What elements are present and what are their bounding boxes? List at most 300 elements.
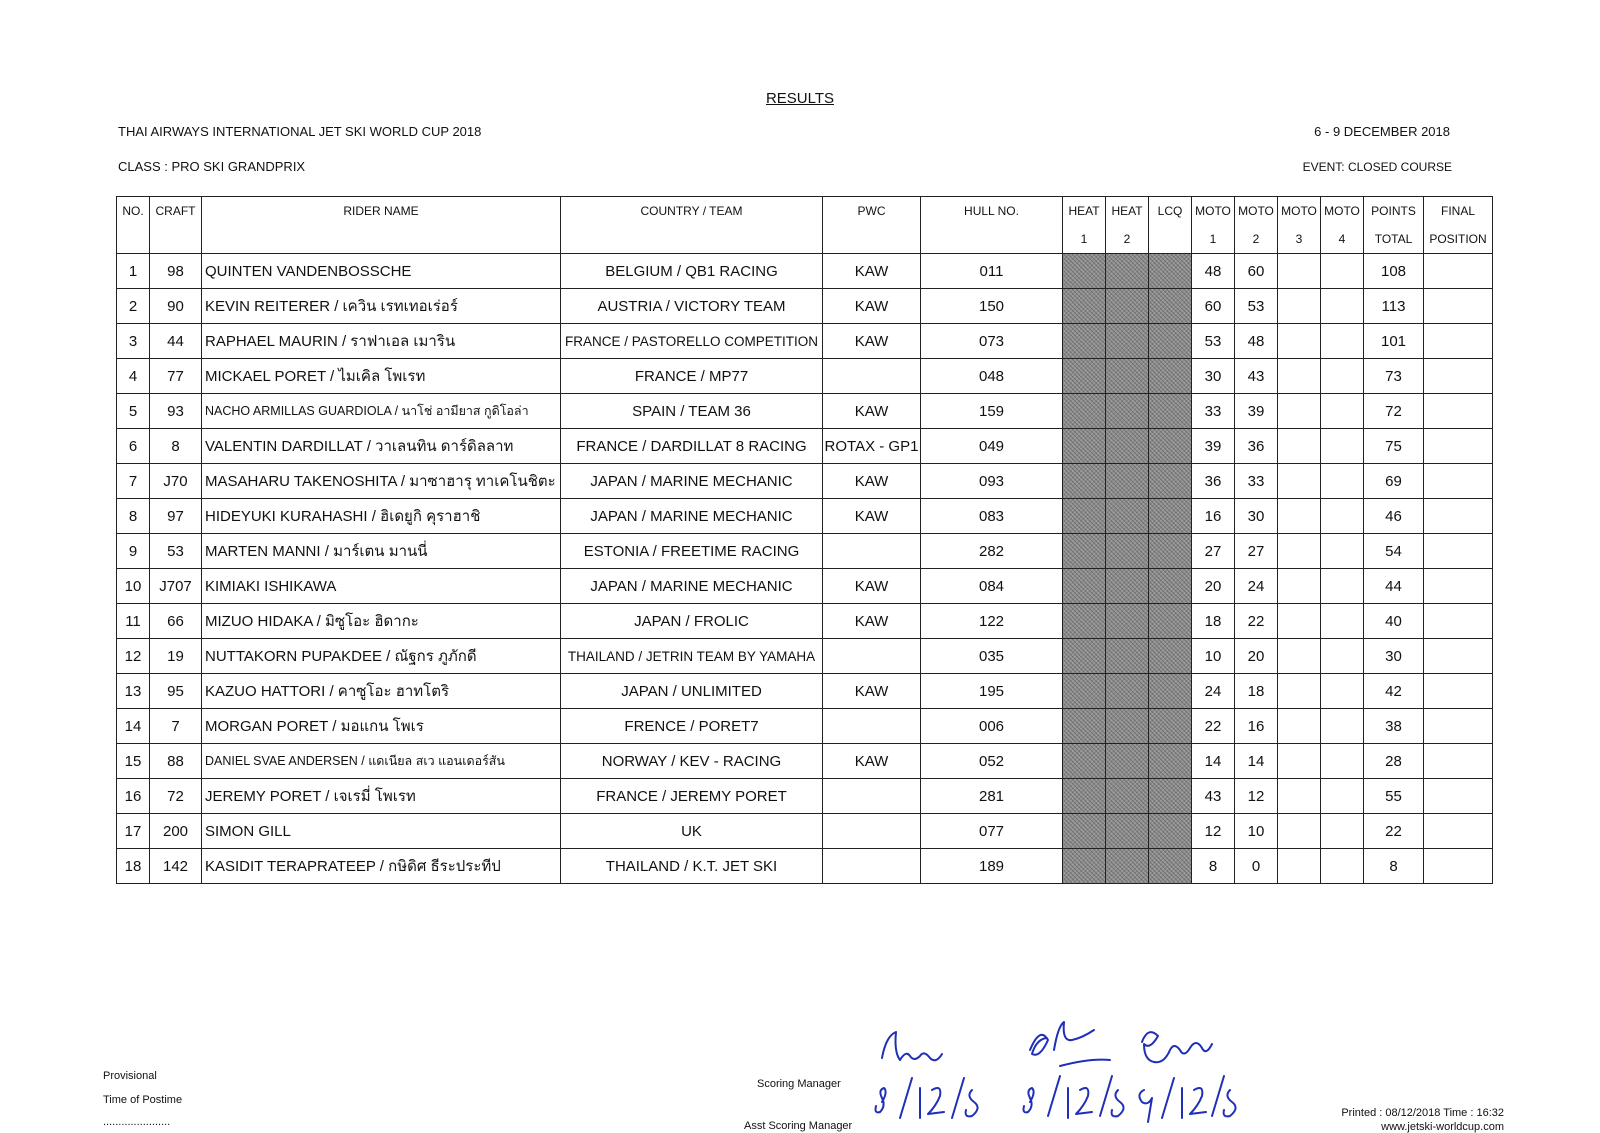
cell-points-total: 113 [1364, 289, 1424, 324]
cell-pwc: KAW [823, 499, 921, 534]
cell-heat-1 [1063, 674, 1106, 709]
cell-hull-no: 282 [921, 534, 1063, 569]
scoring-manager-label: Scoring Manager [757, 1078, 841, 1090]
cell-moto-2: 43 [1235, 359, 1278, 394]
signature-3-date [1139, 1076, 1235, 1122]
cell-pwc: KAW [823, 254, 921, 289]
cell-pwc [823, 639, 921, 674]
cell-heat-2 [1106, 359, 1149, 394]
cell-moto-3 [1278, 779, 1321, 814]
cell-hull-no: 035 [921, 639, 1063, 674]
cell-moto-4 [1321, 289, 1364, 324]
table-row [117, 429, 1493, 464]
cell-moto-3 [1278, 849, 1321, 884]
cell-pwc: KAW [823, 744, 921, 779]
cell-moto-3 [1278, 254, 1321, 289]
cell-moto-4 [1321, 254, 1364, 289]
website-url: www.jetski-worldcup.com [1381, 1121, 1504, 1133]
cell-final-position [1424, 289, 1493, 324]
cell-moto-2: 14 [1235, 744, 1278, 779]
cell-points-total: 75 [1364, 429, 1424, 464]
table-row [117, 534, 1493, 569]
cell-moto-1: 18 [1192, 604, 1235, 639]
cell-final-position [1424, 639, 1493, 674]
cell-rider-name: HIDEYUKI KURAHASHI / ฮิเดยูกิ คุราฮาชิ [202, 499, 561, 534]
cell-country-team: THAILAND / K.T. JET SKI [561, 849, 823, 884]
cell-country-team: JAPAN / MARINE MECHANIC [561, 499, 823, 534]
cell-final-position [1424, 499, 1493, 534]
cell-moto-1: 36 [1192, 464, 1235, 499]
cell-points-total: 38 [1364, 709, 1424, 744]
cell-points-total: 40 [1364, 604, 1424, 639]
cell-hull-no: 049 [921, 429, 1063, 464]
cell-moto-3 [1278, 324, 1321, 359]
cell-moto-1: 16 [1192, 499, 1235, 534]
cell-country-team: SPAIN / TEAM 36 [561, 394, 823, 429]
cell-heat-1 [1063, 289, 1106, 324]
postime-blank-line: ...................... [103, 1116, 171, 1128]
cell-moto-4 [1321, 604, 1364, 639]
col-moto-2: MOTO 2 [1235, 197, 1278, 254]
cell-heat-1 [1063, 779, 1106, 814]
provisional-label: Provisional [103, 1070, 157, 1082]
cell-moto-3 [1278, 464, 1321, 499]
cell-rider-name: KASIDIT TERAPRATEEP / กษิดิศ ธีระประทีป [202, 849, 561, 884]
cell-moto-4 [1321, 464, 1364, 499]
cell-craft: 66 [150, 604, 202, 639]
cell-final-position [1424, 849, 1493, 884]
cell-final-position [1424, 534, 1493, 569]
cell-moto-1: 33 [1192, 394, 1235, 429]
table-row [117, 394, 1493, 429]
cell-rider-name: MICKAEL PORET / ไมเคิล โพเรท [202, 359, 561, 394]
cell-heat-2 [1106, 429, 1149, 464]
cell-heat-1 [1063, 254, 1106, 289]
cell-no: 18 [117, 849, 150, 884]
cell-rider-name: MIZUO HIDAKA / มิซูโอะ ฮิดากะ [202, 604, 561, 639]
cell-moto-1: 20 [1192, 569, 1235, 604]
cell-moto-1: 53 [1192, 324, 1235, 359]
cell-moto-1: 27 [1192, 534, 1235, 569]
cell-no: 6 [117, 429, 150, 464]
table-row [117, 849, 1493, 884]
cell-heat-1 [1063, 499, 1106, 534]
cell-rider-name: MARTEN MANNI / มาร์เตน มานนี่ [202, 534, 561, 569]
cell-moto-3 [1278, 604, 1321, 639]
cell-lcq [1149, 324, 1192, 359]
cell-pwc: KAW [823, 674, 921, 709]
header-row [117, 197, 1493, 254]
col-moto-4: MOTO 4 [1321, 197, 1364, 254]
signature-1 [882, 1032, 942, 1060]
signature-2-date [1024, 1076, 1124, 1118]
cell-moto-3 [1278, 289, 1321, 324]
cell-moto-1: 22 [1192, 709, 1235, 744]
table-row [117, 709, 1493, 744]
cell-pwc: KAW [823, 604, 921, 639]
cell-country-team: ESTONIA / FREETIME RACING [561, 534, 823, 569]
cell-final-position [1424, 394, 1493, 429]
cell-heat-1 [1063, 429, 1106, 464]
cell-rider-name: KEVIN REITERER / เควิน เรทเทอเร่อร์ [202, 289, 561, 324]
cell-country-team: FRANCE / MP77 [561, 359, 823, 394]
cell-moto-4 [1321, 359, 1364, 394]
cell-country-team: AUSTRIA / VICTORY TEAM [561, 289, 823, 324]
cell-no: 10 [117, 569, 150, 604]
signatures-image [860, 1010, 1250, 1130]
cell-moto-3 [1278, 709, 1321, 744]
table-row [117, 464, 1493, 499]
cell-points-total: 54 [1364, 534, 1424, 569]
cell-points-total: 108 [1364, 254, 1424, 289]
cell-country-team: NORWAY / KEV - RACING [561, 744, 823, 779]
cell-pwc [823, 359, 921, 394]
cell-moto-2: 36 [1235, 429, 1278, 464]
cell-hull-no: 011 [921, 254, 1063, 289]
cell-rider-name: NUTTAKORN PUPAKDEE / ณัฐกร ภูภักดี [202, 639, 561, 674]
asst-scoring-manager-label: Asst Scoring Manager [744, 1120, 853, 1132]
cell-lcq [1149, 814, 1192, 849]
cell-rider-name: NACHO ARMILLAS GUARDIOLA / นาโช่ อามียาส กูดิโอล่า [202, 394, 561, 429]
cell-moto-4 [1321, 499, 1364, 534]
cell-points-total: 44 [1364, 569, 1424, 604]
cell-heat-1 [1063, 394, 1106, 429]
cell-hull-no: 077 [921, 814, 1063, 849]
cell-hull-no: 159 [921, 394, 1063, 429]
cell-moto-3 [1278, 534, 1321, 569]
cell-hull-no: 048 [921, 359, 1063, 394]
cell-lcq [1149, 639, 1192, 674]
cell-final-position [1424, 744, 1493, 779]
cell-final-position [1424, 674, 1493, 709]
cell-lcq [1149, 709, 1192, 744]
cell-final-position [1424, 359, 1493, 394]
cell-craft: 44 [150, 324, 202, 359]
event-type: EVENT: CLOSED COURSE [1302, 160, 1452, 174]
cell-heat-2 [1106, 849, 1149, 884]
cell-hull-no: 150 [921, 289, 1063, 324]
cell-hull-no: 195 [921, 674, 1063, 709]
cell-moto-2: 33 [1235, 464, 1278, 499]
cell-heat-2 [1106, 289, 1149, 324]
cell-points-total: 46 [1364, 499, 1424, 534]
cell-heat-2 [1106, 569, 1149, 604]
cell-craft: 90 [150, 289, 202, 324]
cell-rider-name: SIMON GILL [202, 814, 561, 849]
cell-lcq [1149, 779, 1192, 814]
cell-craft: 7 [150, 709, 202, 744]
table-row [117, 674, 1493, 709]
cell-moto-1: 12 [1192, 814, 1235, 849]
cell-craft: 93 [150, 394, 202, 429]
cell-craft: 95 [150, 674, 202, 709]
cell-heat-2 [1106, 744, 1149, 779]
cell-heat-2 [1106, 499, 1149, 534]
cell-rider-name: VALENTIN DARDILLAT / วาเลนทิน ดาร์ดิลลาท [202, 429, 561, 464]
cell-country-team: JAPAN / MARINE MECHANIC [561, 569, 823, 604]
cell-heat-1 [1063, 464, 1106, 499]
cell-moto-2: 48 [1235, 324, 1278, 359]
cell-heat-1 [1063, 744, 1106, 779]
cell-rider-name: KAZUO HATTORI / คาซูโอะ ฮาทโตริ [202, 674, 561, 709]
cell-moto-3 [1278, 394, 1321, 429]
cell-moto-3 [1278, 814, 1321, 849]
cell-craft: 200 [150, 814, 202, 849]
cell-moto-3 [1278, 674, 1321, 709]
cell-moto-1: 48 [1192, 254, 1235, 289]
col-heat-1: HEAT 1 [1063, 197, 1106, 254]
cell-final-position [1424, 464, 1493, 499]
cell-moto-2: 39 [1235, 394, 1278, 429]
cell-hull-no: 189 [921, 849, 1063, 884]
cell-moto-4 [1321, 639, 1364, 674]
col-pwc: PWC [823, 197, 921, 254]
cell-final-position [1424, 779, 1493, 814]
cell-no: 12 [117, 639, 150, 674]
cell-points-total: 73 [1364, 359, 1424, 394]
cell-moto-4 [1321, 569, 1364, 604]
results-table [116, 196, 1493, 884]
table-row [117, 639, 1493, 674]
table-row [117, 499, 1493, 534]
race-class: CLASS : PRO SKI GRANDPRIX [118, 159, 306, 174]
col-moto-1: MOTO 1 [1192, 197, 1235, 254]
cell-heat-2 [1106, 604, 1149, 639]
col-lcq: LCQ [1149, 197, 1192, 254]
cell-moto-4 [1321, 324, 1364, 359]
cell-moto-2: 20 [1235, 639, 1278, 674]
signature-2 [1030, 1022, 1110, 1066]
table-row [117, 359, 1493, 394]
cell-lcq [1149, 254, 1192, 289]
cell-rider-name: RAPHAEL MAURIN / ราฟาเอล เมาริน [202, 324, 561, 359]
cell-heat-2 [1106, 639, 1149, 674]
cell-heat-1 [1063, 849, 1106, 884]
table-row [117, 324, 1493, 359]
cell-heat-1 [1063, 639, 1106, 674]
cell-moto-3 [1278, 569, 1321, 604]
cell-craft: 77 [150, 359, 202, 394]
cell-rider-name: KIMIAKI ISHIKAWA [202, 569, 561, 604]
cell-points-total: 55 [1364, 779, 1424, 814]
cell-rider-name: JEREMY PORET / เจเรมี่ โพเรท [202, 779, 561, 814]
cell-moto-4 [1321, 429, 1364, 464]
cell-points-total: 28 [1364, 744, 1424, 779]
col-points-total: POINTS TOTAL [1364, 197, 1424, 254]
cell-hull-no: 083 [921, 499, 1063, 534]
cell-craft: 19 [150, 639, 202, 674]
table-row [117, 604, 1493, 639]
cell-points-total: 72 [1364, 394, 1424, 429]
cell-points-total: 69 [1364, 464, 1424, 499]
cell-no: 16 [117, 779, 150, 814]
cell-hull-no: 281 [921, 779, 1063, 814]
event-dates: 6 - 9 DECEMBER 2018 [1314, 124, 1450, 139]
cell-heat-2 [1106, 534, 1149, 569]
cell-lcq [1149, 289, 1192, 324]
cell-moto-4 [1321, 814, 1364, 849]
cell-country-team: JAPAN / FROLIC [561, 604, 823, 639]
cell-pwc: ROTAX - GP1 [823, 429, 921, 464]
cell-heat-2 [1106, 254, 1149, 289]
cell-craft: 53 [150, 534, 202, 569]
cell-no: 3 [117, 324, 150, 359]
cell-heat-2 [1106, 324, 1149, 359]
cell-moto-4 [1321, 674, 1364, 709]
cell-points-total: 30 [1364, 639, 1424, 674]
cell-heat-1 [1063, 534, 1106, 569]
cell-moto-3 [1278, 499, 1321, 534]
cell-craft: 97 [150, 499, 202, 534]
cell-hull-no: 084 [921, 569, 1063, 604]
cell-lcq [1149, 569, 1192, 604]
cell-craft: 98 [150, 254, 202, 289]
cell-no: 8 [117, 499, 150, 534]
cell-moto-2: 22 [1235, 604, 1278, 639]
cell-pwc: KAW [823, 394, 921, 429]
cell-points-total: 42 [1364, 674, 1424, 709]
table-row [117, 569, 1493, 604]
cell-pwc: KAW [823, 464, 921, 499]
cell-country-team: THAILAND / JETRIN TEAM BY YAMAHA [561, 639, 823, 674]
cell-no: 13 [117, 674, 150, 709]
cell-moto-1: 39 [1192, 429, 1235, 464]
cell-heat-1 [1063, 709, 1106, 744]
cell-points-total: 8 [1364, 849, 1424, 884]
col-craft: CRAFT [150, 197, 202, 254]
cell-moto-1: 24 [1192, 674, 1235, 709]
cell-moto-2: 18 [1235, 674, 1278, 709]
cell-no: 4 [117, 359, 150, 394]
cell-craft: J70 [150, 464, 202, 499]
cell-lcq [1149, 359, 1192, 394]
table-row [117, 289, 1493, 324]
cell-moto-3 [1278, 429, 1321, 464]
cell-rider-name: MORGAN PORET / มอแกน โพเร [202, 709, 561, 744]
cell-pwc [823, 849, 921, 884]
cell-moto-3 [1278, 639, 1321, 674]
cell-points-total: 22 [1364, 814, 1424, 849]
cell-hull-no: 122 [921, 604, 1063, 639]
cell-craft: 142 [150, 849, 202, 884]
cell-moto-4 [1321, 534, 1364, 569]
table-row [117, 744, 1493, 779]
cell-moto-2: 53 [1235, 289, 1278, 324]
table-row [117, 254, 1493, 289]
page-title: RESULTS [765, 90, 835, 107]
cell-heat-2 [1106, 709, 1149, 744]
cell-lcq [1149, 849, 1192, 884]
table-row [117, 779, 1493, 814]
cell-moto-2: 10 [1235, 814, 1278, 849]
cell-points-total: 101 [1364, 324, 1424, 359]
cell-country-team: FRENCE / PORET7 [561, 709, 823, 744]
cell-heat-1 [1063, 604, 1106, 639]
cell-no: 7 [117, 464, 150, 499]
cell-heat-1 [1063, 814, 1106, 849]
col-heat-2: HEAT 2 [1106, 197, 1149, 254]
cell-moto-2: 0 [1235, 849, 1278, 884]
cell-craft: 8 [150, 429, 202, 464]
cell-country-team: FRANCE / JEREMY PORET [561, 779, 823, 814]
cell-no: 2 [117, 289, 150, 324]
cell-no: 5 [117, 394, 150, 429]
cell-hull-no: 052 [921, 744, 1063, 779]
cell-final-position [1424, 429, 1493, 464]
cell-country-team: UK [561, 814, 823, 849]
cell-country-team: BELGIUM / QB1 RACING [561, 254, 823, 289]
cell-final-position [1424, 709, 1493, 744]
col-rider: RIDER NAME [202, 197, 561, 254]
cell-pwc: KAW [823, 289, 921, 324]
table-row [117, 814, 1493, 849]
cell-moto-1: 14 [1192, 744, 1235, 779]
cell-moto-4 [1321, 744, 1364, 779]
cell-moto-2: 60 [1235, 254, 1278, 289]
cell-moto-1: 8 [1192, 849, 1235, 884]
cell-lcq [1149, 429, 1192, 464]
cell-country-team: JAPAN / UNLIMITED [561, 674, 823, 709]
cell-heat-2 [1106, 814, 1149, 849]
cell-moto-2: 27 [1235, 534, 1278, 569]
cell-moto-2: 30 [1235, 499, 1278, 534]
cell-moto-4 [1321, 709, 1364, 744]
cell-heat-2 [1106, 779, 1149, 814]
cell-hull-no: 073 [921, 324, 1063, 359]
time-of-postime-label: Time of Postime [103, 1094, 183, 1106]
cell-rider-name: MASAHARU TAKENOSHITA / มาซาฮารุ ทาเคโนชิตะ [202, 464, 561, 499]
cell-lcq [1149, 499, 1192, 534]
cell-country-team: FRANCE / DARDILLAT 8 RACING [561, 429, 823, 464]
cell-moto-2: 12 [1235, 779, 1278, 814]
cell-craft: J707 [150, 569, 202, 604]
cell-moto-3 [1278, 744, 1321, 779]
cell-lcq [1149, 674, 1192, 709]
cell-moto-2: 24 [1235, 569, 1278, 604]
cell-heat-1 [1063, 359, 1106, 394]
cell-hull-no: 093 [921, 464, 1063, 499]
cell-pwc [823, 709, 921, 744]
cell-rider-name: DANIEL SVAE ANDERSEN / แดเนียล สเว แอนเดอร์สัน [202, 744, 561, 779]
cell-country-team: JAPAN / MARINE MECHANIC [561, 464, 823, 499]
col-hull: HULL NO. [921, 197, 1063, 254]
event-name: THAI AIRWAYS INTERNATIONAL JET SKI WORLD CUP 2018 [118, 124, 482, 139]
cell-moto-1: 30 [1192, 359, 1235, 394]
cell-pwc: KAW [823, 324, 921, 359]
cell-pwc: KAW [823, 569, 921, 604]
cell-no: 17 [117, 814, 150, 849]
cell-moto-4 [1321, 779, 1364, 814]
cell-final-position [1424, 569, 1493, 604]
cell-moto-1: 43 [1192, 779, 1235, 814]
cell-heat-2 [1106, 394, 1149, 429]
cell-final-position [1424, 604, 1493, 639]
cell-moto-3 [1278, 359, 1321, 394]
col-final-position: FINAL POSITION [1424, 197, 1493, 254]
cell-no: 9 [117, 534, 150, 569]
cell-pwc [823, 779, 921, 814]
cell-moto-4 [1321, 394, 1364, 429]
cell-lcq [1149, 744, 1192, 779]
cell-no: 11 [117, 604, 150, 639]
cell-moto-2: 16 [1235, 709, 1278, 744]
cell-country-team: FRANCE / PASTORELLO COMPETITION [561, 324, 823, 359]
signature-1-date [876, 1078, 978, 1118]
cell-final-position [1424, 324, 1493, 359]
cell-lcq [1149, 394, 1192, 429]
cell-moto-1: 60 [1192, 289, 1235, 324]
cell-pwc [823, 534, 921, 569]
